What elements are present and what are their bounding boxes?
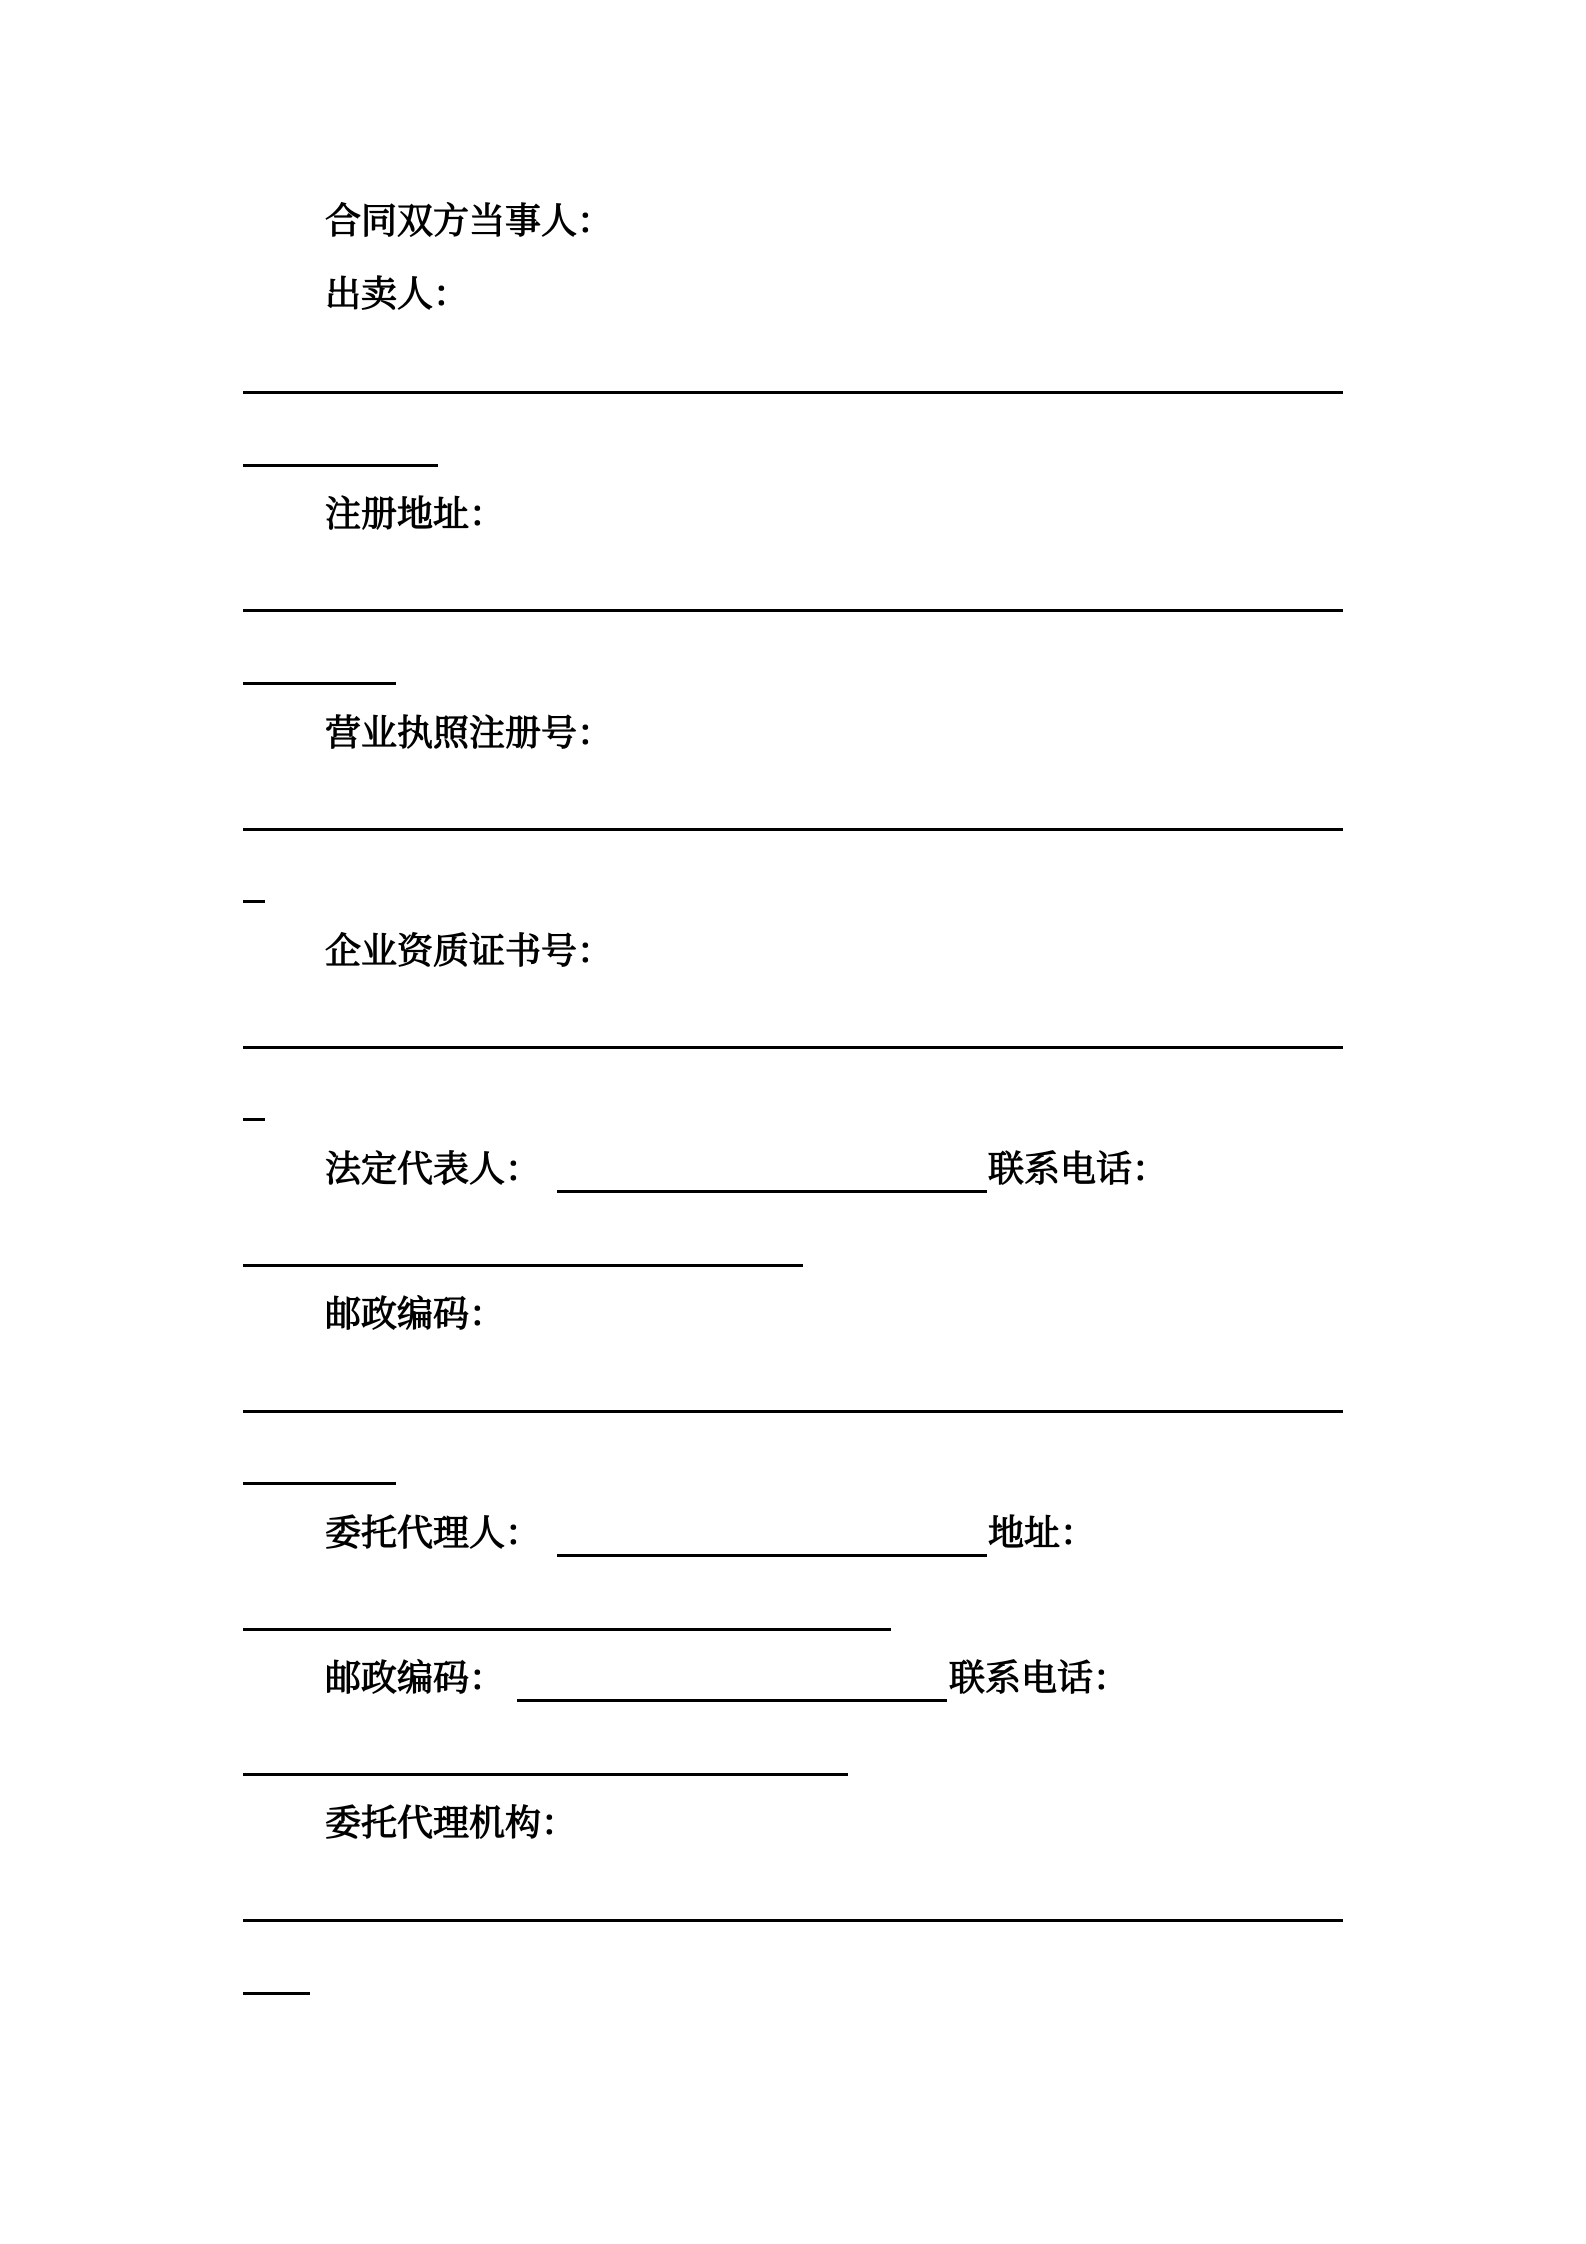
legal-rep-phone-field[interactable] — [243, 1264, 803, 1267]
agent-postcode-label: 邮政编码： — [325, 1658, 506, 1699]
agent-label: 委托代理人： — [325, 1513, 542, 1554]
postcode-label: 邮政编码： — [325, 1294, 506, 1335]
postcode-field[interactable] — [243, 1410, 1343, 1413]
agency-field-continued[interactable] — [243, 1992, 310, 1995]
agent-address-field[interactable] — [243, 1628, 891, 1631]
business-license-field[interactable] — [243, 828, 1343, 831]
business-license-field-continued[interactable] — [243, 900, 265, 903]
registered-address-label: 注册地址： — [325, 494, 506, 535]
registered-address-field[interactable] — [243, 609, 1343, 612]
agent-address-label: 地址： — [988, 1513, 1097, 1554]
seller-name-field-continued[interactable] — [243, 464, 438, 467]
postcode-field-continued[interactable] — [243, 1482, 396, 1485]
agency-label: 委托代理机构： — [325, 1803, 578, 1844]
legal-representative-field[interactable] — [557, 1190, 987, 1193]
seller-name-field[interactable] — [243, 391, 1343, 394]
business-license-label: 营业执照注册号： — [325, 713, 614, 754]
qualification-cert-field[interactable] — [243, 1046, 1343, 1049]
legal-rep-phone-label: 联系电话： — [988, 1149, 1169, 1190]
registered-address-field-continued[interactable] — [243, 682, 396, 685]
agent-phone-field[interactable] — [243, 1773, 848, 1776]
agent-field[interactable] — [557, 1554, 987, 1557]
agent-phone-label: 联系电话： — [949, 1658, 1130, 1699]
legal-representative-label: 法定代表人： — [325, 1149, 542, 1190]
agent-postcode-field[interactable] — [517, 1699, 947, 1702]
qualification-cert-label: 企业资质证书号： — [325, 931, 614, 972]
qualification-cert-field-continued[interactable] — [243, 1118, 265, 1121]
agency-field[interactable] — [243, 1919, 1343, 1922]
parties-heading: 合同双方当事人： — [325, 201, 614, 242]
seller-label: 出卖人： — [325, 274, 470, 315]
